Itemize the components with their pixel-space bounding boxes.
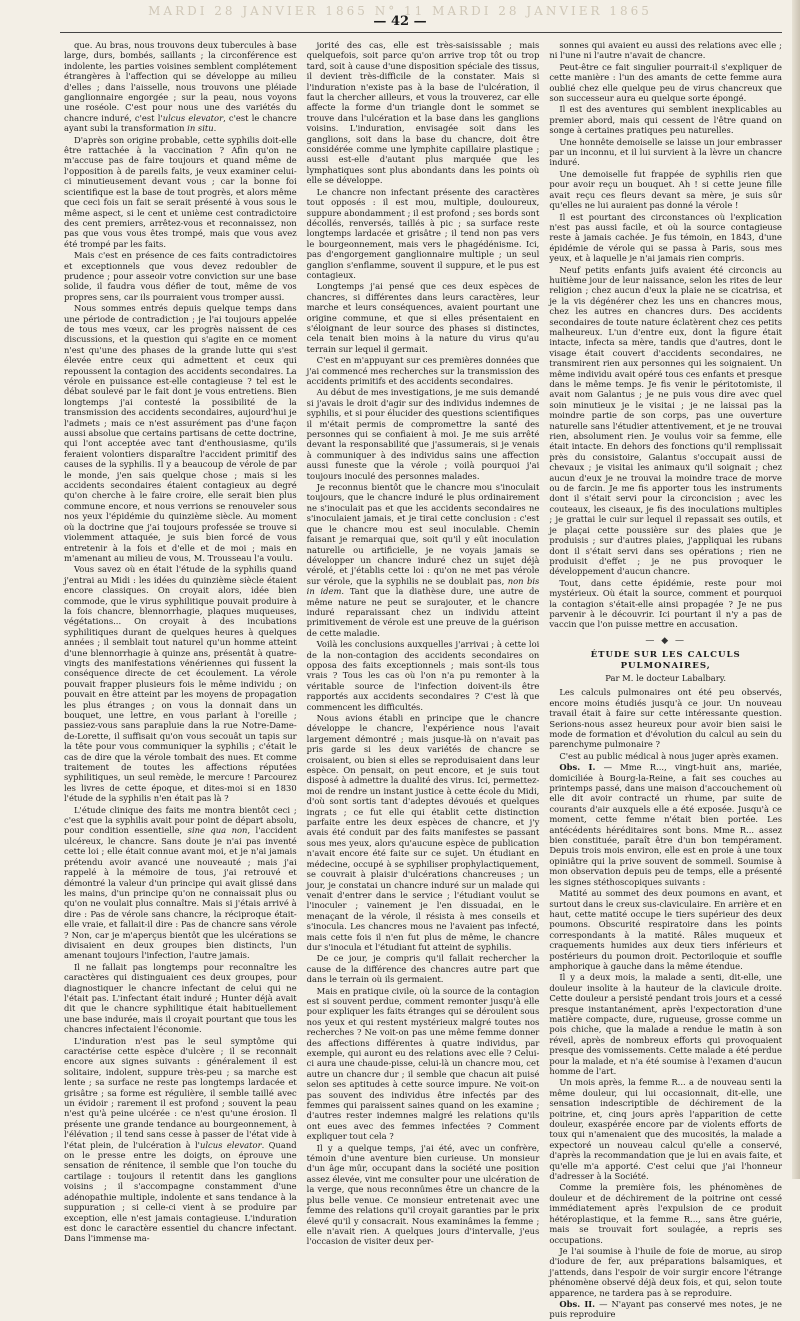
paragraph: que. Au bras, nous trouvons deux tubercules à base large, durs, bombés, saillants ; la circonférence est indolente, les parties voisines semblent complétement étrangères à l'affection qui se développe au milieu d'elles ; dans l'aisselle, nous trouvons une pléiade ganglionnaire engorgée ; sur la peau, nous voyons une roséole. C'est pour nous une des variétés du chancre induré, c'est l'ulcus elevator, c'est le chancre ayant subi la transformation in situ. xyxy=(64,40,297,134)
paragraph: Nous avions établi en principe que le chancre développe le chancre, l'expérience nous l'avait largement démontré ; mais jusque-là on n'avait pas pris garde si les deux variétés de chancre se croisaient, ou bien si elles se reproduisaient dans leur espèce. On pensait, on peut encore, et je suis tout disposé à admettre la dualité des virus. Ici, permettez-moi de rendre un instant justice à cette école du Midi, d'où sont sortis tant d'adeptes dévoués et quelques ingrats ; ce fut elle qui établit cette distinction parfaite entre les deux espèces de chancre, et j'y avais été conduit par des faits manifestes se passant sous mes yeux, alors qu'aucune espèce de publication n'avait encore été faite sur ce sujet. Un étudiant en médecine, occupé à se syphiliser prophylactiquement, se couvrait à plaisir d'ulcérations chancreuses ; un jour, je constatai un chancre induré sur un malade qui venait d'entrer dans le service ; l'étudiant voulut se l'inoculer ; vainement je l'en dissuadai, en le menaçant de la vérole, il résista à mes conseils et s'inocula. Les chancres mous ne l'avaient pas infecté, mais cette fois il n'en fut plus de même, le chancre dur s'inocula et l'étudiant fut atteint de syphilis. xyxy=(306,713,540,952)
paragraph: Je l'ai soumise à l'huile de foie de morue, au sirop d'iodure de fer, aux préparations balsamiques, et j'attends, dans l'espoir de voir surgir encore l'étrange phénomène observé déjà deux fois, et qui, selon toute apparence, ne tardera pas à se reproduire. xyxy=(549,1245,782,1298)
paragraph: Comme la première fois, les phénomènes de douleur et de déchirement de la poitrine ont cessé immédiatement après l'expulsion de ce produit hétéroplastique, et la femme R..., sans être guérie, mais se trouvait fort soulagée, a repris ses occupations. xyxy=(549,1182,782,1245)
paragraph: Mais c'est en présence de ces faits contradictoires et exceptionnels que vous devez redoubler de prudence ; pour asseoir votre conviction sur une base solide, il faudra vous défier de tout, même de vos propres sens, car ils pourraient vous tromper aussi. xyxy=(64,250,297,302)
paragraph: Voilà les conclusions auxquelles j'arrivai ; à cette loi de la non-contagion des accidents secondaires on opposa des faits exceptionnels ; mais sont-ils tous vrais ? Tous les cas où l'on n'a pu remonter à la véritable source de l'infection doivent-ils être rapportés aux accidents secondaires ? C'est là que commencent les difficultés. xyxy=(306,639,540,712)
paragraph: Un mois après, la femme R... a de nouveau senti la même douleur, qui lui occasionnait, dit-elle, une sensation indescriptible de déchirement de la poitrine, et, cinq jours après l'apparition de cette douleur, exaspérée encore par de violents efforts de toux qui n'amenaient que des mucosités, la malade a expectoré un nouveau calcul qu'elle a conservé, d'après la recommandation que je lui en avais faite, et qu'elle m'a apporté. C'est celui que j'ai l'honneur d'adresser à la Société. xyxy=(549,1077,782,1182)
paragraph: Il y a quelque temps, j'ai été, avec un confrère, témoin d'une aventure bien curieuse. Un monsieur d'un âge mûr, occupant dans la société une position assez élevée, vint me consulter pour une ulcération de la verge, que nous reconnûmes être un chancre de la plus belle venue. Ce monsieur entretenait avec une femme des relations qu'il croyait garanties par le prix élevé qu'il y consacrait. Nous examinâmes la femme ; elle n'avait rien. A quelques jours d'intervalle, j'eus l'occasion de visiter deux per- xyxy=(306,1142,540,1247)
paragraph: Neuf petits enfants juifs avaient été circoncis au huitième jour de leur naissance, selon les rites de leur religion ; chez aucun d'eux la plaie ne se cicatrisa, et je la vis dégénérer chez les uns en chancres mous, chez les autres en chancres durs. Des accidents secondaires de toute nature éclatèrent chez ces petits malheureux. L'un d'entre eux, dont la figure était intacte, infecta sa mère, tandis que d'autres, dont le visage était couvert d'accidents secondaires, ne transmirent rien aux personnes qui les soignaient. Un même individu avait opéré tous ces enfants et presque dans le même temps. Je fis venir le péritotomiste, il avait nom Galantus ; je ne puis vous dire avec quel soin minutieux je le visitai ; je ne laissai pas la moindre partie de son corps, pas une ouverture naturelle sans l'étudier attentivement, et je ne trouvai rien, absolument rien. Je voulus voir sa femme, elle était intacte. En dehors des fonctions qu'il remplissait près du consistoire, Galantus s'occupait aussi de chevaux ; je visitai les animaux qu'il soignait ; chez aucun d'eux je ne trouvai la moindre trace de morve ou de farcin. Je me fis apporter tous les instruments dont il s'était servi pour la circoncision ; avec les couteaux, les ciseaux, je fis des inoculations multiples ; je grattai le cuir sur lequel il repassait ses outils, et je plaçai cette poussière sur des plaies que je produisis ; sur d'autres plaies, j'appliquai les rubans dont il s'était servi dans ses opérations ; rien ne produisit d'effet ; je ne pus provoquer le développement d'aucun chancre. xyxy=(549,264,782,577)
column-1 xyxy=(64,40,297,1321)
paragraph: Je reconnus bientôt que le chancre mou s'inoculait toujours, que le chancre induré le plus ordinairement ne s'inoculait pas et que les accidents secondaires ne s'inoculaient jamais, et je tirai cette conclusion : c'est que le chancre mou est seul inoculable. Chemin faisant je remarquai que, soit qu'il y eût inoculation naturelle ou artificielle, je ne voyais jamais se développer un chancre induré chez un sujet déjà vérolé, et j'établis cette loi : qu'on ne met pas vérole sur vérole, que la syphilis ne se doublait pas, non bis in idem. Tant que la diathèse dure, une autre de même nature ne peut se surajouter, et le chancre induré reparaissant chez un individu atteint primitivement de vérole est une preuve de la guérison de cette maladie. xyxy=(306,482,540,638)
column-3 xyxy=(549,40,782,1321)
paragraph: C'est en m'appuyant sur ces premières données que j'ai commencé mes recherches sur la transmission des accidents primitifs et des accidents secondaires. xyxy=(306,355,540,386)
paragraph: Il y a deux mois, la malade a senti, dit-elle, une douleur insolite à la hauteur de la clavicule droite. Cette douleur a persisté pendant trois jours et a cessé presque instantanément, après l'expectoration d'une matière compacte, dure, rugueuse, grosse comme un pois chiche, que la malade a rendue le matin à son réveil, après de nombreux efforts qui provoquaient presque des vomissements. Cette malade a été perdue pour la malade, et n'a été soumise à l'examen d'aucun homme de l'art. xyxy=(549,972,782,1076)
bleed-through-header: MARDI 28 JANVIER 1865 N° 11 MARDI 28 JANVIER 1865 xyxy=(148,4,652,18)
paragraph: Une honnête demoiselle se laisse un jour embrasser par un inconnu, et il lui survient à la lèvre un chancre induré. xyxy=(549,136,782,168)
paragraph: Nous sommes entrés depuis quelque temps dans une période de contradiction ; je l'ai toujours appelée de tous mes vœux, car les progrès naissent de ces discussions, et la question qui s'agite en ce moment n'est qu'une des phases de la grande lutte qui s'est élevée entre ceux qui admettent et ceux qui repoussent la contagion des accidents secondaires. La vérole en puissance est-elle contagieuse ? tel est le débat soulevé par le fait dont je vous entretiens. Bien longtemps j'ai contesté la possibilité de la transmission des accidents secondaires, aujourd'hui je l'admets ; mais ce n'est assurément pas d'une façon aussi absolue que certains partisans de cette doctrine, qui l'ont acceptée avec tant d'enthousiasme, qu'ils feraient volontiers disparaître l'accident primitif des causes de la syphilis. Il y a beaucoup de vérole de par le monde, j'en sais quelque chose ; mais si les accidents secondaires étaient contagieux au degré qu'on cherche à le faire croire, elle serait bien plus commune encore, et nous verrions se renouveler sous nos yeux l'épidémie du quinzième siècle. Au moment où la doctrine que j'ai toujours professée se trouve si violemment attaquée, je suis bien forcé de vous entretenir à la fois et d'elle et de moi ; mais en m'amenant au milieu de vous, M. Trousseau l'a voulu. xyxy=(64,303,297,563)
paragraph: L'étude clinique des faits me montra bientôt ceci ; c'est que la syphilis avait pour point de départ absolu, pour condition essentielle, sine qua non, l'accident ulcéreux, le chancre. Sans doute je n'ai pas inventé cette loi ; elle était connue avant moi, et je n'ai jamais prétendu avoir avancé une nouveauté ; mais j'ai rappelé à la mémoire de tous, j'ai retrouvé et démontré la valeur d'un principe qui avait glissé dans les mains, d'un principe qu'on ne connaissait plus ou qu'on ne voulait plus connaître. Mais si j'étais arrivé à dire : Pas de vérole sans chancre, la réciproque était-elle vraie, et fallait-il dire : Pas de chancre sans vérole ? Non, car je m'aperçus bientôt que les ulcérations se divisaient en deux groupes bien distincts, l'un amenant toujours l'infection, l'autre jamais. xyxy=(64,804,297,961)
paragraph: C'est au public médical à nous juger après examen. xyxy=(559,750,779,761)
paragraph: D'après son origine probable, cette syphilis doit-elle être rattachée à la vaccination ? Afin qu'on ne m'accuse pas de faire toujours et quand même de l'opposition à de pareils faits, je veux examiner celui-ci minutieusement devant vous ; car la bonne foi scientifique est la base de tout progrès, et alors même que ceci fois un fait se serait présenté à vous sous le même aspect, si le cent et unième cest contradictoire des cent premiers, arrêtez-vous et reconnaissez, non pas que vous vous êtes trompé, mais que vous avez été trompé par les faits. xyxy=(64,134,297,249)
text-columns xyxy=(64,40,783,1320)
observation-1: Obs. I. — Mme R..., vingt-huit ans, mariée, domiciliée à Bourg-la-Reine, a fait ses couches au printemps passé, dans une maison d'accouchement où elle dit avoir contracté un rhume, par suite de courants d'air auxquels elle a été exposée. Jusqu'à ce moment, cette femme n'était bien portée. Les antécédents héréditaires sont bons. Mme R... assez bien constituée, paraît être d'un bon tempérament. Depuis trois mois environ, elle est en proie à une toux opiniâtre qui la prive souvent de sommeil. Soumise à mon observation depuis peu de temps, elle a présenté les signes stéthoscopiques suivants : xyxy=(549,762,783,887)
page-edge xyxy=(792,0,800,1179)
paragraph: Mais en pratique civile, où la source de la contagion est si souvent perdue, comment remonter jusqu'à elle pour expliquer les faits étranges qui se déroulent sous nos yeux et qui restent mystérieux malgré toutes nos recherches ? Ne voit-on pas une même femme donner des affections différentes à quatre individus, par exemple, qui auront eu des relations avec elle ? Celui-ci aura une chaude-pisse, celui-là un chancre mou, cet autre un chancre dur ; il semble que chacun ait puisé selon ses aptitudes à cette source impure. Ne voit-on pas souvent des individus être infectés par des femmes qui paraissent saines quand on les examine ; d'autres rester indemnes malgré les relations qu'ils ont eues avec des femmes infectées ? Comment expliquer tout cela ? xyxy=(306,985,540,1142)
article-byline: Par M. le docteur Labalbary. xyxy=(605,672,727,683)
paragraph: Tout, dans cette épidémie, reste pour moi mystérieux. Où était la source, comment et pourquoi la contagion s'était-elle ainsi propagée ? Je ne pus parvenir à le découvrir. Ici pourtant il n'y a pas de vaccin que l'on puisse mettre en accusation. xyxy=(549,577,782,630)
paragraph: Il ne fallait pas longtemps pour reconnaître les caractères qui distinguaient ces deux groupes, pour diagnostiquer le chancre infectant de celui qui ne l'était pas. L'infectant était induré ; Hunter déjà avait dit que le chancre syphilitique était habituellement une base indurée, mais il croyait pourtant que tous les chancres infectaient l'économie. xyxy=(64,961,297,1035)
paragraph: Le chancre non infectant présente des caractères tout opposés : il est mou, multiple, douloureux, suppure abondamment ; il est profond ; ses bords sont décollés, renversés, taillés à pic ; sa surface reste longtemps lardacée et grisâtre ; il tend non pas vers le bourgeonnement, mais vers le phagédénisme. Ici, pas d'engorgement ganglionnaire multiple ; un seul ganglion s'enflamme, souvent il suppure, et le pus est contagieux. xyxy=(306,186,540,280)
paragraph: Une demoiselle fut frappée de syphilis rien que pour avoir reçu un bouquet. Ah ! si cette jeune fille avait reçu ces fleurs devant sa mère, je suis sûr qu'elles ne lui auraient pas donné la vérole ! xyxy=(549,168,782,211)
paragraph: Au début de mes investigations, je me suis demandé si j'avais le droit d'agir sur des individus indemnes de syphilis, et si pour élucider des questions scientifiques il m'était permis de compromettre la santé des personnes qui se confiaient à moi. Je me suis arrêté devant la responsabilité que j'assumerais, si je venais à communiquer à des individus sains une affection aussi funeste que la vérole ; voilà pourquoi j'ai toujours inoculé des personnes malades. xyxy=(306,387,540,481)
paragraph: Il est des aventures qui semblent inexplicables au premier abord, mais qui cessent de l'être quand on songe à certaines pratiques peu naturelles. xyxy=(549,104,782,136)
paragraph: Longtemps j'ai pensé que ces deux espèces de chancres, si différentes dans leurs caractères, leur marche et leurs conséquences, avaient pourtant une origine commune, et que si elles présentaient en s'éloignant de leur source des phases si distinctes, cela tenait bien moins à la nature du virus qu'au terrain sur lequel il germait. xyxy=(306,281,540,354)
paragraph: Matité au sommet des deux poumons en avant, et surtout dans le creux sus-claviculaire. En arrière et en haut, cette matité occupe le tiers supérieur des deux poumons. Obscurité respiratoire dans les points correspondants à la matité. Râles muqueux et craquements humides aux deux tiers inférieurs et postérieurs du poumon droit. Pectoriloquie et souffle amphorique à gauche dans la même étendue. xyxy=(549,888,782,971)
header-rule xyxy=(60,32,782,33)
page-number: — 42 — xyxy=(373,14,427,29)
observation-2: Obs. II. — N'ayant pas conservé mes notes, je ne puis reproduire xyxy=(549,1298,782,1320)
paragraph: Les calculs pulmonaires ont été peu observés, encore moins étudiés jusqu'à ce jour. Un nouveau travail était à faire sur cette intéressante question. Serions-nous assez heureux pour avoir bien saisi le mode de formation et d'évolution du calcul au sein du parenchyme pulmonaire ? xyxy=(549,687,782,750)
paragraph: sonnes qui avaient eu aussi des relations avec elle ; ni l'une ni l'autre n'avait de chancre. xyxy=(549,40,782,61)
paragraph: Peut-être ce fait singulier pourrait-il s'expliquer de cette manière : l'un des amants de cette femme aura oublié chez elle quelque peu de virus chancreux que son successeur aura eu quelque sorte épongé. xyxy=(549,61,782,104)
section-separator: — ◆ — xyxy=(645,635,686,646)
paragraph: jorité des cas, elle est très-saisissable ; mais quelquefois, soit parce qu'on arrive trop tôt ou trop tard, soit à cause d'une disposition spéciale des tissus, il devient très-difficile de la constater. Mais si l'induration n'existe pas à la base de l'ulcération, il faut la chercher ailleurs, et vous la trouverez, car elle affecte la forme d'un triangle dont le sommet se trouve dans l'ulcération et la base dans les ganglions voisins. L'induration, envisagée soit dans les ganglions, soit dans la base du chancre, doit être considérée comme une lymphite capillaire plastique ; aussi est-elle d'autant plus marquée que les lymphatiques sont plus abondants dans les points où elle se développe. xyxy=(306,40,540,186)
paragraph: L'induration n'est pas le seul symptôme qui caractérise cette espèce d'ulcère ; il se reconnait encore aux signes suivants : généralement il est solitaire, indolent, suppure très-peu ; sa marche est lente ; sa surface ne reste pas longtemps lardacée et grisâtre ; sa forme est régulière, il semble taillé avec un évidoir ; rarement il est profond ; souvent la peau n'est qu'à peine ulcérée : ce n'est qu'une érosion. Il présente une grande tendance au bourgeonnement, à l'élévation ; il tend sans cesse à passer de l'état vide à l'état plein, de l'ulcération à l'ulcus elevator. Quand on le presse entre les doigts, on éprouve une sensation de rénitence, il semble que l'on touche du cartilage : toujours il retentit dans les ganglions voisins ; il s'accompagne constamment d'une adénopathie multiple, indolente et sans tendance à la suppuration ; si celle-ci vient à se produire par exception, elle n'est jamais contagieuse. L'induration est donc le caractère essentiel du chancre infectant. Dans l'immense ma- xyxy=(64,1035,297,1244)
column-2 xyxy=(307,40,540,1321)
article-title: ÉTUDE SUR LES CALCULS PULMONAIRES, xyxy=(590,650,741,671)
paragraph: Vous savez où en était l'étude de la syphilis quand j'entrai au Midi : les idées du quinzième siècle étaient encore classiques. On croyait alors, idée bien commode, que le virus syphilitique pouvait produire à la fois chancre, blennorrhagie, plaques muqueuses, végétations... On croyait à des incubations syphilitiques durant de quelques heures à quelques années ; il semblait tout naturel qu'un homme atteint d'une blennorrhagie à quinze ans, présentât à quatre-vingts des manifestations vénériennes qui fussent la conséquence directe de cet écoulement. La vérole pouvait frapper plusieurs fois le même individu ; on pouvait en être atteint par les moyens de propagation les plus étranges ; on vous la donnait dans un bouquet, une lettre, en vous parlant à l'oreille ; passiez-vous sans parapluie dans la rue Notre-Dame-de-Lorette, il suffisait qu'on vous secouât un tapis sur la tête pour vous communiquer la syphilis ; c'était le cas de dire que la vérole tombait des nues. Et comme traitement de toutes les affections réputées syphilitiques, un seul remède, le mercure ! Parcourez les livres de cette époque, et dites-moi si en 1830 l'étude de la syphilis n'en était pas là ? xyxy=(64,564,297,804)
paragraph: Il est pourtant des circonstances où l'explication n'est pas aussi facile, et où la source contagieuse reste à jamais cachée. Je fus témoin, en 1843, d'une épidémie de vérole qui se passa à Paris, sous mes yeux, et à laquelle je n'ai jamais rien compris. xyxy=(549,211,782,264)
paragraph: De ce jour, je compris qu'il fallait rechercher la cause de la différence des chancres autre part que dans le terrain où ils germaient. xyxy=(306,953,540,985)
